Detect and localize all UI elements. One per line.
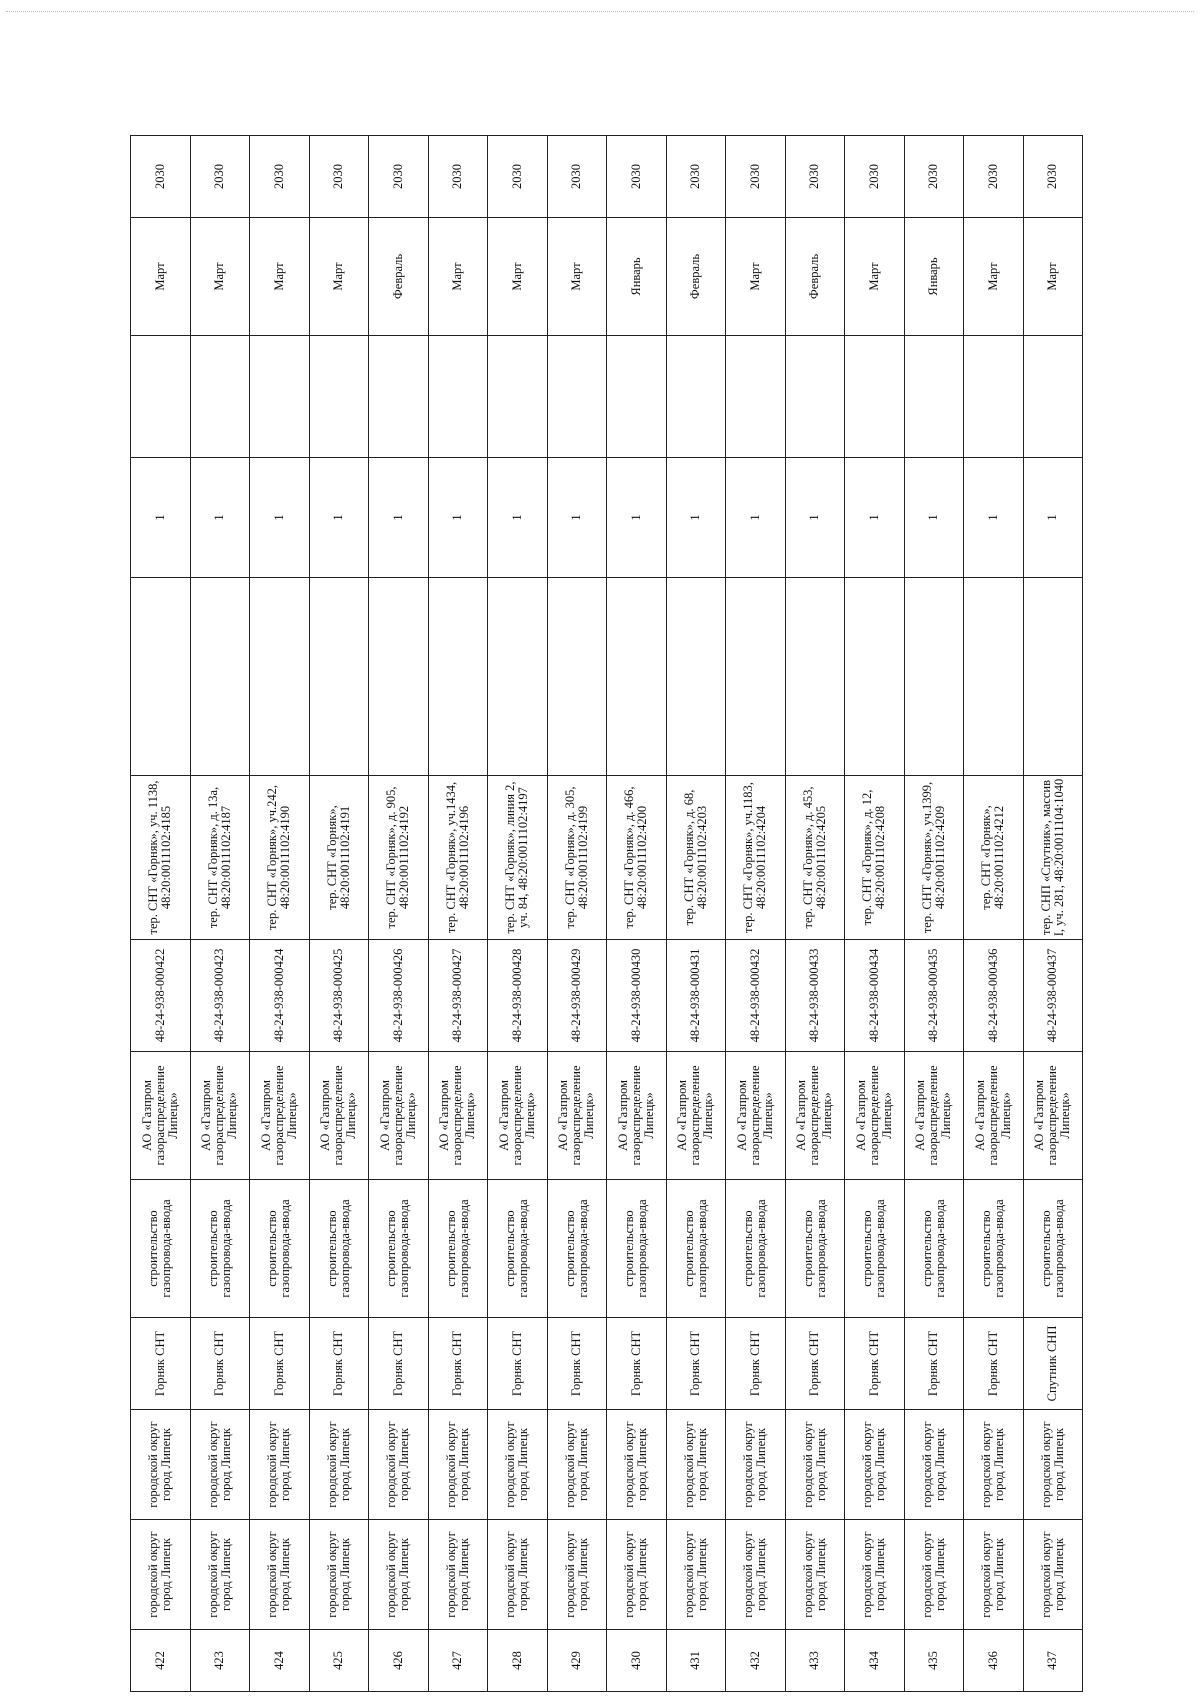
year-cell: 2030 xyxy=(1023,136,1083,218)
work-type-cell: строительство газопровода-ввода xyxy=(666,1180,726,1318)
row-number: 423 xyxy=(190,1630,250,1692)
year-cell: 2030 xyxy=(845,136,905,218)
address-cell: тер. СНТ «Горняк», д. 68, 48:20:0011102:4203 xyxy=(666,776,726,940)
row-number: 424 xyxy=(250,1630,310,1692)
settlement-cell: городской округ город Липецк xyxy=(607,1410,667,1520)
month-cell: Февраль xyxy=(785,218,845,336)
settlement-cell: городской округ город Липецк xyxy=(250,1410,310,1520)
locality-cell: Горняк СНТ xyxy=(428,1318,488,1410)
empty-cell xyxy=(845,336,905,458)
operator-cell: АО «Газпром газораспределение Липецк» xyxy=(488,1052,548,1180)
work-type-cell: строительство газопровода-ввода xyxy=(607,1180,667,1318)
address-cell: тер. СНТ «Горняк», линия 2, уч. 84, 48:20:0011102:4197 xyxy=(488,776,548,940)
month-cell: Март xyxy=(131,218,191,336)
row-number: 435 xyxy=(904,1630,964,1692)
address-cell: тер. СНТ «Горняк», д. 453, 48:20:0011102:4205 xyxy=(785,776,845,940)
address-cell: тер. СНТ «Горняк», д. 12, 48:20:0011102:4208 xyxy=(845,776,905,940)
table-row xyxy=(369,136,429,1692)
operator-cell: АО «Газпром газораспределение Липецк» xyxy=(547,1052,607,1180)
locality-cell: Горняк СНТ xyxy=(666,1318,726,1410)
operator-cell: АО «Газпром газораспределение Липецк» xyxy=(250,1052,310,1180)
empty-cell xyxy=(785,336,845,458)
locality-cell: Горняк СНТ xyxy=(369,1318,429,1410)
month-cell: Январь xyxy=(607,218,667,336)
operator-cell: АО «Газпром газораспределение Липецк» xyxy=(726,1052,786,1180)
empty-cell xyxy=(131,578,191,776)
settlement-cell: городской округ город Липецк xyxy=(131,1410,191,1520)
row-number: 436 xyxy=(964,1630,1024,1692)
row-number: 428 xyxy=(488,1630,548,1692)
year-cell: 2030 xyxy=(488,136,548,218)
empty-cell xyxy=(488,578,548,776)
empty-cell xyxy=(726,578,786,776)
address-cell: тер. СНТ «Горняк», д. 305, 48:20:0011102:4199 xyxy=(547,776,607,940)
operator-cell: АО «Газпром газораспределение Липецк» xyxy=(904,1052,964,1180)
year-cell: 2030 xyxy=(131,136,191,218)
operator-cell: АО «Газпром газораспределение Липецк» xyxy=(369,1052,429,1180)
settlement-cell: городской округ город Липецк xyxy=(964,1410,1024,1520)
empty-cell xyxy=(607,336,667,458)
empty-cell xyxy=(845,578,905,776)
operator-cell: АО «Газпром газораспределение Липецк» xyxy=(607,1052,667,1180)
municipality-cell: городской округ город Липецк xyxy=(488,1520,548,1630)
row-number: 433 xyxy=(785,1630,845,1692)
row-number: 422 xyxy=(131,1630,191,1692)
object-code-cell: 48-24-938-000423 xyxy=(190,940,250,1052)
quantity-cell: 1 xyxy=(131,458,191,578)
empty-cell xyxy=(488,336,548,458)
operator-cell: АО «Газпром газораспределение Липецк» xyxy=(845,1052,905,1180)
municipality-cell: городской округ город Липецк xyxy=(190,1520,250,1630)
operator-cell: АО «Газпром газораспределение Липецк» xyxy=(131,1052,191,1180)
quantity-cell: 1 xyxy=(250,458,310,578)
table-row xyxy=(309,136,369,1692)
work-type-cell: строительство газопровода-ввода xyxy=(250,1180,310,1318)
month-cell: Март xyxy=(845,218,905,336)
work-type-cell: строительство газопровода-ввода xyxy=(428,1180,488,1318)
empty-cell xyxy=(547,578,607,776)
work-type-cell: строительство газопровода-ввода xyxy=(785,1180,845,1318)
year-cell: 2030 xyxy=(607,136,667,218)
table-row xyxy=(131,136,191,1692)
object-code-cell: 48-24-938-000431 xyxy=(666,940,726,1052)
locality-cell: Горняк СНТ xyxy=(488,1318,548,1410)
settlement-cell: городской округ город Липецк xyxy=(726,1410,786,1520)
settlement-cell: городской округ город Липецк xyxy=(488,1410,548,1520)
row-number: 434 xyxy=(845,1630,905,1692)
object-code-cell: 48-24-938-000426 xyxy=(369,940,429,1052)
address-cell: тер. СНТ «Горняк», уч. 1138, 48:20:0011102:4185 xyxy=(131,776,191,940)
month-cell: Март xyxy=(547,218,607,336)
year-cell: 2030 xyxy=(190,136,250,218)
quantity-cell: 1 xyxy=(785,458,845,578)
table-row xyxy=(428,136,488,1692)
row-number: 430 xyxy=(607,1630,667,1692)
object-code-cell: 48-24-938-000434 xyxy=(845,940,905,1052)
empty-cell xyxy=(369,578,429,776)
address-cell: тер. СНТ «Горняк», уч.1183, 48:20:0011102:4204 xyxy=(726,776,786,940)
table-row xyxy=(904,136,964,1692)
settlement-cell: городской округ город Липецк xyxy=(428,1410,488,1520)
municipality-cell: городской округ город Липецк xyxy=(785,1520,845,1630)
work-type-cell: строительство газопровода-ввода xyxy=(904,1180,964,1318)
address-cell: тер. СНТ «Горняк», уч.1399, 48:20:0011102:4209 xyxy=(904,776,964,940)
locality-cell: Горняк СНТ xyxy=(607,1318,667,1410)
empty-cell xyxy=(666,578,726,776)
address-cell: тер. СНТ «Горняк», 48:20:0011102:4212 xyxy=(964,776,1024,940)
operator-cell: АО «Газпром газораспределение Липецк» xyxy=(964,1052,1024,1180)
municipality-cell: городской округ город Липецк xyxy=(250,1520,310,1630)
settlement-cell: городской округ город Липецк xyxy=(904,1410,964,1520)
settlement-cell: городской округ город Липецк xyxy=(190,1410,250,1520)
year-cell: 2030 xyxy=(250,136,310,218)
empty-cell xyxy=(964,336,1024,458)
empty-cell xyxy=(428,578,488,776)
settlement-cell: городской округ город Липецк xyxy=(309,1410,369,1520)
empty-cell xyxy=(666,336,726,458)
quantity-cell: 1 xyxy=(428,458,488,578)
municipality-cell: городской округ город Липецк xyxy=(964,1520,1024,1630)
empty-cell xyxy=(964,578,1024,776)
month-cell: Февраль xyxy=(369,218,429,336)
object-code-cell: 48-24-938-000437 xyxy=(1023,940,1083,1052)
operator-cell: АО «Газпром газораспределение Липецк» xyxy=(190,1052,250,1180)
empty-cell xyxy=(190,578,250,776)
work-type-cell: строительство газопровода-ввода xyxy=(547,1180,607,1318)
object-code-cell: 48-24-938-000425 xyxy=(309,940,369,1052)
work-type-cell: строительство газопровода-ввода xyxy=(845,1180,905,1318)
empty-cell xyxy=(250,578,310,776)
empty-cell xyxy=(428,336,488,458)
locality-cell: Горняк СНТ xyxy=(131,1318,191,1410)
empty-cell xyxy=(1023,578,1083,776)
year-cell: 2030 xyxy=(785,136,845,218)
locality-cell: Горняк СНТ xyxy=(190,1318,250,1410)
quantity-cell: 1 xyxy=(845,458,905,578)
table-body xyxy=(131,136,1083,1692)
scan-edge-line xyxy=(6,11,1194,12)
work-type-cell: строительство газопровода-ввода xyxy=(131,1180,191,1318)
rotated-table-sheet xyxy=(130,136,1082,1692)
year-cell: 2030 xyxy=(369,136,429,218)
address-cell: тер. СНТ «Горняк», д. 905, 48:20:0011102:4192 xyxy=(369,776,429,940)
object-code-cell: 48-24-938-000432 xyxy=(726,940,786,1052)
empty-cell xyxy=(369,336,429,458)
municipality-cell: городской округ город Липецк xyxy=(131,1520,191,1630)
work-type-cell: строительство газопровода-ввода xyxy=(488,1180,548,1318)
quantity-cell: 1 xyxy=(666,458,726,578)
row-number: 432 xyxy=(726,1630,786,1692)
table-row xyxy=(666,136,726,1692)
month-cell: Февраль xyxy=(666,218,726,336)
address-cell: тер. СНТ «Горняк», д. 466, 48:20:0011102:4200 xyxy=(607,776,667,940)
empty-cell xyxy=(1023,336,1083,458)
municipality-cell: городской округ город Липецк xyxy=(369,1520,429,1630)
table-row xyxy=(607,136,667,1692)
table-row xyxy=(785,136,845,1692)
empty-cell xyxy=(309,336,369,458)
table-row xyxy=(726,136,786,1692)
operator-cell: АО «Газпром газораспределение Липецк» xyxy=(785,1052,845,1180)
quantity-cell: 1 xyxy=(904,458,964,578)
month-cell: Март xyxy=(190,218,250,336)
locality-cell: Горняк СНТ xyxy=(785,1318,845,1410)
operator-cell: АО «Газпром газораспределение Липецк» xyxy=(1023,1052,1083,1180)
empty-cell xyxy=(131,336,191,458)
object-code-cell: 48-24-938-000427 xyxy=(428,940,488,1052)
locality-cell: Спутник СНП xyxy=(1023,1318,1083,1410)
empty-cell xyxy=(190,336,250,458)
table-row xyxy=(547,136,607,1692)
municipality-cell: городской округ город Липецк xyxy=(428,1520,488,1630)
quantity-cell: 1 xyxy=(547,458,607,578)
locality-cell: Горняк СНТ xyxy=(726,1318,786,1410)
year-cell: 2030 xyxy=(547,136,607,218)
work-type-cell: строительство газопровода-ввода xyxy=(964,1180,1024,1318)
locality-cell: Горняк СНТ xyxy=(547,1318,607,1410)
quantity-cell: 1 xyxy=(190,458,250,578)
municipality-cell: городской округ город Липецк xyxy=(845,1520,905,1630)
month-cell: Март xyxy=(428,218,488,336)
object-code-cell: 48-24-938-000436 xyxy=(964,940,1024,1052)
empty-cell xyxy=(726,336,786,458)
month-cell: Январь xyxy=(904,218,964,336)
row-number: 426 xyxy=(369,1630,429,1692)
work-type-cell: строительство газопровода-ввода xyxy=(309,1180,369,1318)
address-cell: тер. СНП «Спутник», массив I, уч. 281, 48:20:0011104:1040 xyxy=(1023,776,1083,940)
municipality-cell: городской округ город Липецк xyxy=(666,1520,726,1630)
year-cell: 2030 xyxy=(428,136,488,218)
table-row xyxy=(1023,136,1083,1692)
object-code-cell: 48-24-938-000422 xyxy=(131,940,191,1052)
locality-cell: Горняк СНТ xyxy=(904,1318,964,1410)
address-cell: тер. СНТ «Горняк», д. 13а, 48:20:0011102:4187 xyxy=(190,776,250,940)
month-cell: Март xyxy=(309,218,369,336)
quantity-cell: 1 xyxy=(726,458,786,578)
empty-cell xyxy=(904,578,964,776)
municipality-cell: городской округ город Липецк xyxy=(904,1520,964,1630)
quantity-cell: 1 xyxy=(964,458,1024,578)
operator-cell: АО «Газпром газораспределение Липецк» xyxy=(309,1052,369,1180)
row-number: 429 xyxy=(547,1630,607,1692)
row-number: 437 xyxy=(1023,1630,1083,1692)
month-cell: Март xyxy=(726,218,786,336)
empty-cell xyxy=(309,578,369,776)
municipality-cell: городской округ город Липецк xyxy=(309,1520,369,1630)
empty-cell xyxy=(250,336,310,458)
municipality-cell: городской округ город Липецк xyxy=(607,1520,667,1630)
table-row xyxy=(488,136,548,1692)
quantity-cell: 1 xyxy=(607,458,667,578)
object-code-cell: 48-24-938-000429 xyxy=(547,940,607,1052)
row-number: 431 xyxy=(666,1630,726,1692)
object-code-cell: 48-24-938-000435 xyxy=(904,940,964,1052)
quantity-cell: 1 xyxy=(1023,458,1083,578)
row-number: 427 xyxy=(428,1630,488,1692)
settlement-cell: городской округ город Липецк xyxy=(666,1410,726,1520)
locality-cell: Горняк СНТ xyxy=(845,1318,905,1410)
operator-cell: АО «Газпром газораспределение Липецк» xyxy=(428,1052,488,1180)
empty-cell xyxy=(904,336,964,458)
year-cell: 2030 xyxy=(309,136,369,218)
month-cell: Март xyxy=(1023,218,1083,336)
address-cell: тер. СНТ «Горняк», уч.242, 48:20:0011102:4190 xyxy=(250,776,310,940)
settlement-cell: городской округ город Липецк xyxy=(547,1410,607,1520)
settlement-cell: городской округ город Липецк xyxy=(369,1410,429,1520)
work-type-cell: строительство газопровода-ввода xyxy=(1023,1180,1083,1318)
gas-connection-register-table xyxy=(130,135,1083,1692)
row-number: 425 xyxy=(309,1630,369,1692)
locality-cell: Горняк СНТ xyxy=(964,1318,1024,1410)
settlement-cell: городской округ город Липецк xyxy=(785,1410,845,1520)
table-row xyxy=(190,136,250,1692)
object-code-cell: 48-24-938-000428 xyxy=(488,940,548,1052)
quantity-cell: 1 xyxy=(488,458,548,578)
work-type-cell: строительство газопровода-ввода xyxy=(369,1180,429,1318)
object-code-cell: 48-24-938-000430 xyxy=(607,940,667,1052)
municipality-cell: городской округ город Липецк xyxy=(547,1520,607,1630)
table-row xyxy=(845,136,905,1692)
table-row xyxy=(250,136,310,1692)
municipality-cell: городской округ город Липецк xyxy=(726,1520,786,1630)
locality-cell: Горняк СНТ xyxy=(250,1318,310,1410)
address-cell: тер. СНТ «Горняк», уч.1434, 48:20:0011102:4196 xyxy=(428,776,488,940)
settlement-cell: городской округ город Липецк xyxy=(1023,1410,1083,1520)
quantity-cell: 1 xyxy=(369,458,429,578)
address-cell: тер. СНТ «Горняк», 48:20:0011102:4191 xyxy=(309,776,369,940)
object-code-cell: 48-24-938-000424 xyxy=(250,940,310,1052)
municipality-cell: городской округ город Липецк xyxy=(1023,1520,1083,1630)
operator-cell: АО «Газпром газораспределение Липецк» xyxy=(666,1052,726,1180)
quantity-cell: 1 xyxy=(309,458,369,578)
work-type-cell: строительство газопровода-ввода xyxy=(726,1180,786,1318)
empty-cell xyxy=(785,578,845,776)
work-type-cell: строительство газопровода-ввода xyxy=(190,1180,250,1318)
year-cell: 2030 xyxy=(964,136,1024,218)
month-cell: Март xyxy=(964,218,1024,336)
year-cell: 2030 xyxy=(904,136,964,218)
locality-cell: Горняк СНТ xyxy=(309,1318,369,1410)
month-cell: Март xyxy=(250,218,310,336)
empty-cell xyxy=(547,336,607,458)
empty-cell xyxy=(607,578,667,776)
object-code-cell: 48-24-938-000433 xyxy=(785,940,845,1052)
settlement-cell: городской округ город Липецк xyxy=(845,1410,905,1520)
year-cell: 2030 xyxy=(666,136,726,218)
year-cell: 2030 xyxy=(726,136,786,218)
month-cell: Март xyxy=(488,218,548,336)
table-row xyxy=(964,136,1024,1692)
